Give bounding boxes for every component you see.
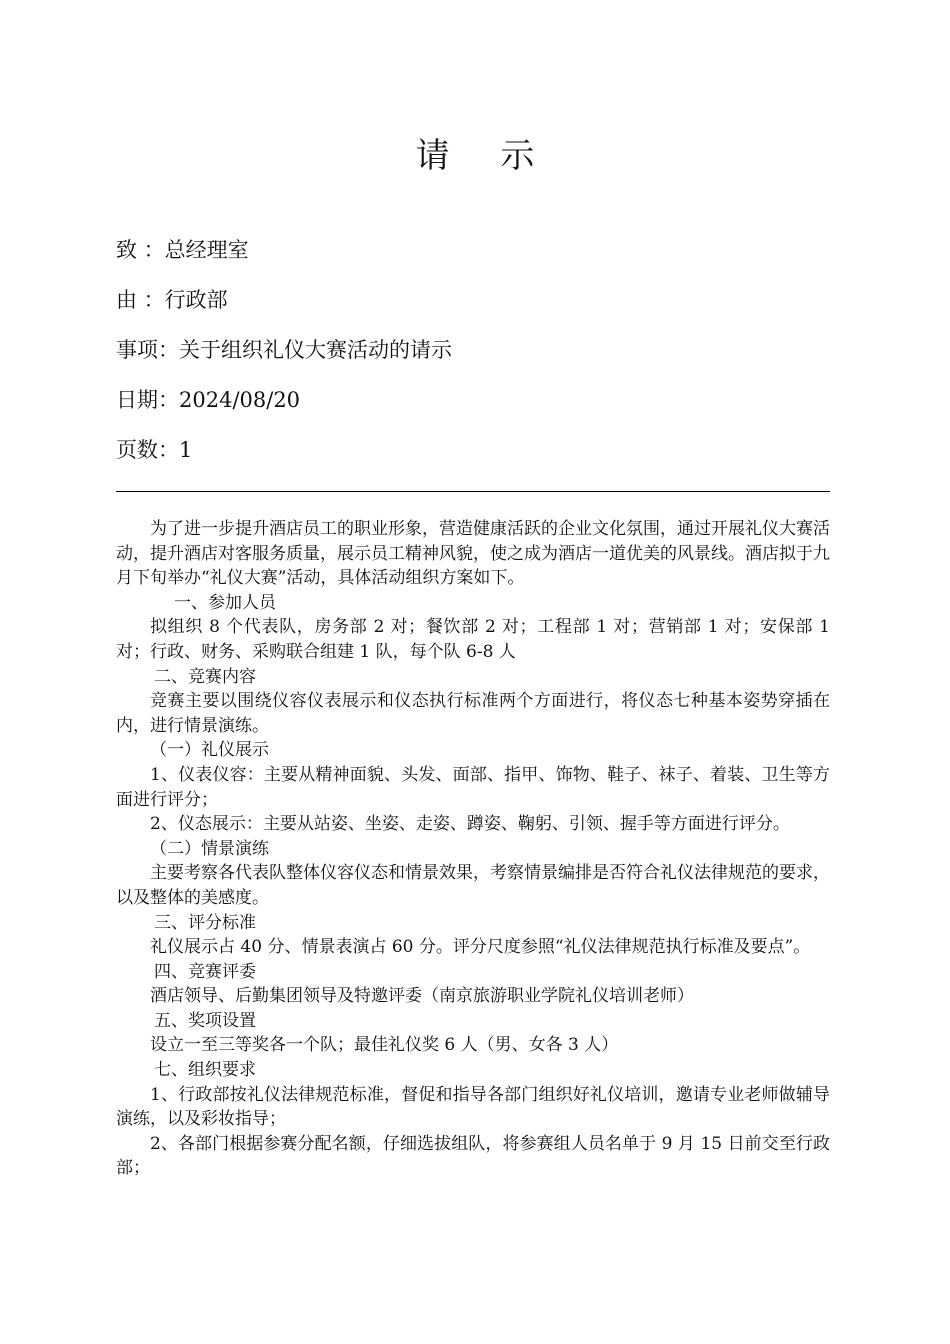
content-paragraph: 竞赛主要以围绕仪容仪表展示和仪态执行标准两个方面进行，将仪态七种基本姿势穿插在内，进行情景演练。 — [116, 691, 830, 736]
document-body — [116, 517, 830, 1181]
subsection-heading-etiquette: （一）礼仪展示 — [150, 740, 269, 761]
to-line: 致 ：总经理室 — [116, 238, 249, 262]
pages-line: 页数：1 — [116, 438, 193, 462]
requirements-item-1: 1、行政部按礼仪法律规范标准，督促和指导各部门组织好礼仪培训，邀请专业老师做辅导演练，以及彩妆指导； — [116, 1084, 830, 1130]
from-line: 由 ：行政部 — [116, 288, 228, 312]
subsection-heading-scenario: （二）情景演练 — [150, 838, 269, 859]
requirements-item-2: 2、各部门根据参赛分配名额，仔细选拔组队，将参赛组人员名单于 9 月 15 日前交至行政部； — [116, 1133, 830, 1179]
section-heading-scoring: 三、评分标准 — [154, 912, 256, 933]
header-divider — [116, 491, 830, 492]
scoring-paragraph: 礼仪展示占 40 分、情景表演占 60 分。评分尺度参照“礼仪法律规范执行标准及要点”。 — [150, 937, 811, 958]
date-line: 日期：2024/08/20 — [116, 388, 301, 412]
section-heading-content: 二、竞赛内容 — [154, 666, 256, 687]
subject-line: 事项：关于组织礼仪大赛活动的请示 — [116, 338, 452, 362]
etiquette-item-1: 1、仪表仪容：主要从精神面貌、头发、面部、指甲、饰物、鞋子、袜子、着装、卫生等方面进行评分； — [116, 764, 830, 810]
section-heading-requirements: 七、组织要求 — [154, 1060, 256, 1081]
etiquette-item-2: 2、仪态展示：主要从站姿、坐姿、走姿、蹲姿、鞠躬、引领、握手等方面进行评分。 — [150, 814, 790, 835]
scenario-paragraph: 主要考察各代表队整体仪容仪态和情景效果，考察情景编排是否符合礼仪法律规范的要求，以及整体的美感度。 — [116, 863, 830, 908]
intro-paragraph: 为了进一步提升酒店员工的职业形象，营造健康活跃的企业文化氛围，通过开展礼仪大赛活动，提升酒店对客服务质量，展示员工精神风貌，使之成为酒店一道优美的风景线。酒店拟于九月下旬举办“礼仪大赛”活动，具体活动组织方案如下。 — [116, 519, 830, 589]
section-heading-awards: 五、奖项设置 — [154, 1010, 256, 1031]
participants-paragraph: 拟组织 8 个代表队，房务部 2 对；餐饮部 2 对；工程部 1 对；营销部 1 对；安保部 1 对；行政、财务、采购联合组建 1 队，每个队 6-8 人 — [116, 617, 830, 662]
judges-paragraph: 酒店领导、后勤集团领导及特邀评委（南京旅游职业学院礼仪培训老师） — [150, 986, 694, 1007]
awards-paragraph: 设立一至三等奖各一个队；最佳礼仪奖 6 人（男、女各 3 人） — [150, 1035, 619, 1056]
document-title: 请 示 — [415, 136, 555, 176]
section-heading-judges: 四、竞赛评委 — [154, 961, 256, 982]
section-heading-participants: 一、参加人员 — [174, 592, 276, 613]
